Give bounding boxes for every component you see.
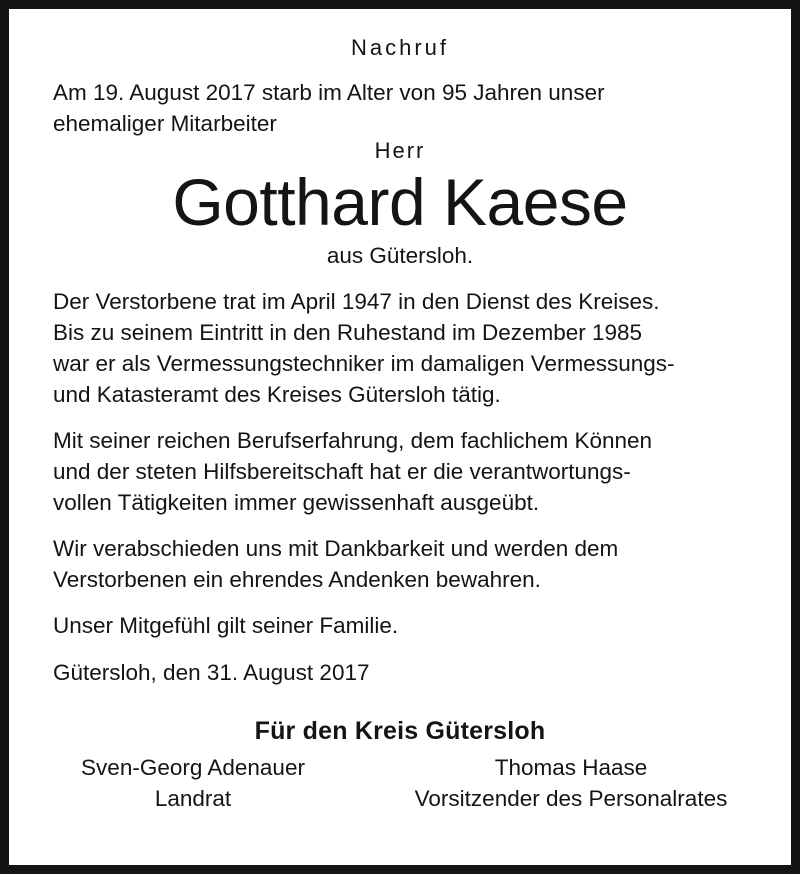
intro-paragraph — [53, 77, 747, 139]
notice-heading: Nachruf — [350, 35, 450, 60]
text-line: und Katasteramt des Kreises Gütersloh tätig. — [53, 382, 501, 407]
salutation: Herr — [374, 138, 426, 163]
signatories — [53, 752, 747, 814]
text-line: vollen Tätigkeiten immer gewissenhaft ausgeübt. — [53, 490, 540, 515]
signer-landrat — [43, 752, 343, 814]
place-date: Gütersloh, den 31. August 2017 — [53, 660, 370, 685]
intro-line: ehemaliger Mitarbeiter — [53, 111, 277, 136]
sympathy-line: Unser Mitgefühl gilt seiner Familie. — [53, 613, 399, 638]
signer-title: Vorsitzender des Personalrates — [414, 786, 728, 811]
signer-name: Thomas Haase — [494, 755, 648, 780]
deceased-name: Gotthard Kaese — [172, 165, 628, 239]
hometown: aus Gütersloh. — [326, 243, 474, 268]
text-line: Wir verabschieden uns mit Dankbarkeit und werden dem — [53, 536, 619, 561]
organization: Für den Kreis Gütersloh — [254, 717, 546, 745]
career-paragraph — [53, 286, 747, 410]
text-line: Verstorbenen ein ehrendes Andenken bewahren. — [53, 567, 541, 592]
obituary-notice — [53, 30, 747, 814]
signer-name: Sven-Georg Adenauer — [81, 755, 305, 780]
farewell-paragraph — [53, 533, 747, 595]
text-line: Der Verstorbene trat im April 1947 in den Dienst des Kreises. — [53, 289, 660, 314]
signer-title: Landrat — [154, 786, 232, 811]
text-line: und der steten Hilfsbereitschaft hat er die verantwortungs- — [53, 459, 631, 484]
signer-personalrat — [381, 752, 761, 814]
text-line: Bis zu seinem Eintritt in den Ruhestand im Dezember 1985 — [53, 320, 643, 345]
tribute-paragraph — [53, 425, 747, 518]
text-line: Mit seiner reichen Berufserfahrung, dem fachlichem Können — [53, 428, 653, 453]
intro-line: Am 19. August 2017 starb im Alter von 95 Jahren unser — [53, 80, 605, 105]
text-line: war er als Vermessungstechniker im damaligen Vermessungs- — [53, 351, 675, 376]
